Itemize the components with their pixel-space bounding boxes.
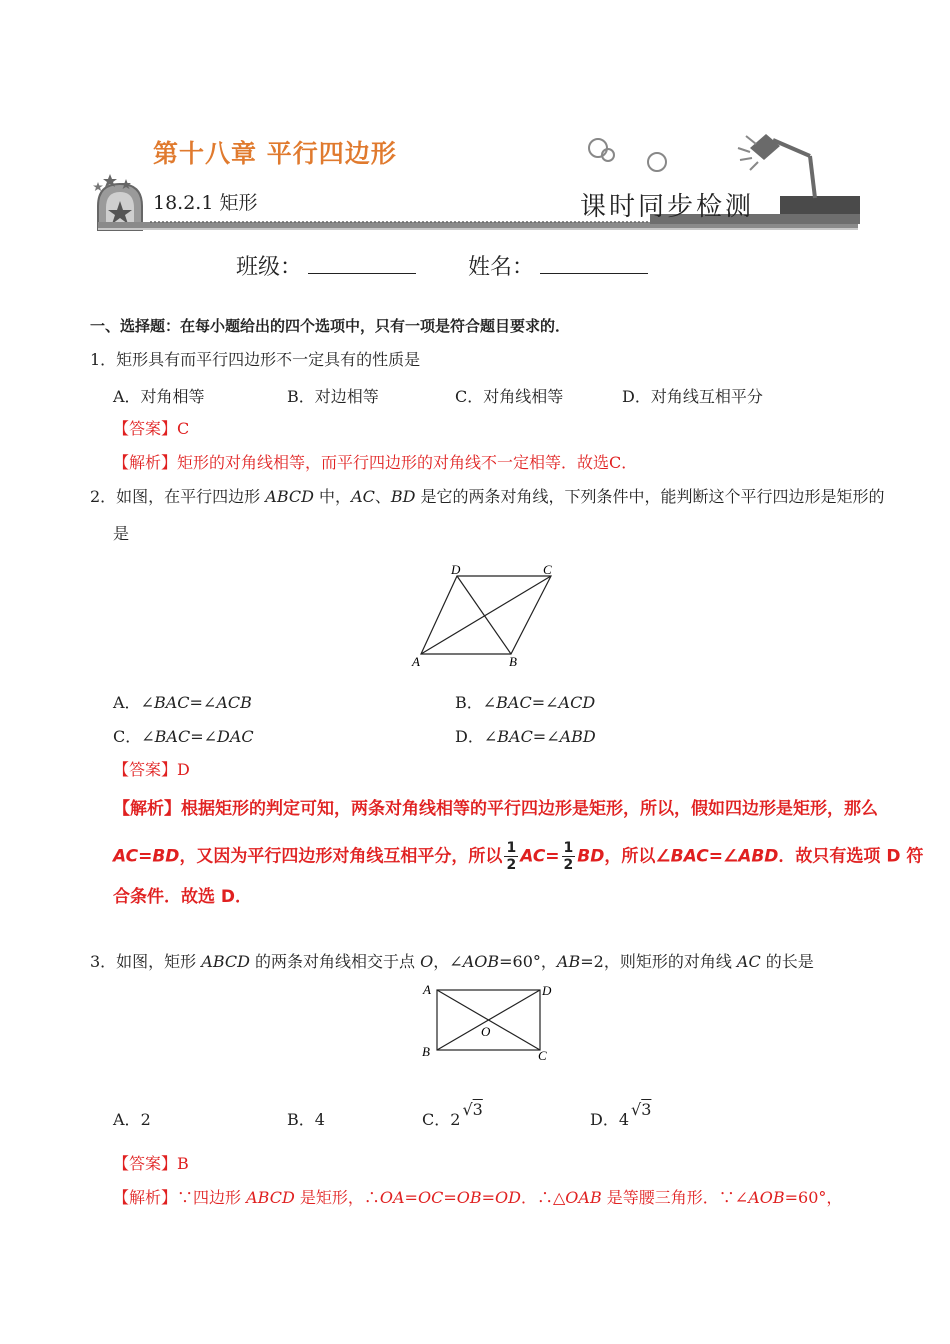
analysis-text: =∠: [708, 846, 739, 867]
q3-stem-text: 3．如图，矩形: [90, 952, 202, 971]
q2-option-b: [455, 690, 595, 713]
label-c: C: [538, 1048, 547, 1063]
q2-answer: 【答案】D: [113, 760, 190, 779]
option-expr: 4: [314, 1110, 325, 1129]
fraction-denominator: 2: [506, 857, 517, 873]
q2-stem-bd: BD: [390, 487, 416, 506]
name-label: 姓名：: [468, 255, 535, 280]
option-letter: A．: [113, 1110, 141, 1129]
q3-stem-text: ，∠: [433, 952, 463, 971]
analysis-text: ，又因为平行四边形对角线互相平分，所以: [179, 846, 503, 867]
fraction-numerator: 1: [563, 840, 574, 856]
q3-option-d: [590, 1100, 652, 1130]
option-expr: 2: [450, 1110, 461, 1129]
option-letter: D．: [590, 1110, 619, 1129]
q2-stem-ac: AC: [351, 487, 375, 506]
q3-stem-ac: AC: [736, 952, 761, 971]
fraction-numerator: 1: [506, 840, 517, 856]
q2-parallelogram-figure: [405, 562, 565, 672]
analysis-expr: OAB: [565, 1188, 602, 1207]
section-title: 18.2.1 矩形: [153, 192, 258, 214]
q3-stem-text: 的长是: [760, 952, 814, 971]
star-badge-icon: [93, 174, 142, 230]
class-blank[interactable]: [308, 253, 416, 274]
sqrt-three: √3: [631, 1100, 652, 1119]
analysis-expr: BD: [577, 846, 605, 867]
name-field: [468, 250, 648, 281]
option-expr: ∠BAC=∠ABD: [483, 727, 596, 746]
q3-stem: [90, 951, 814, 973]
analysis-text: 【解析】∵四边形: [113, 1188, 247, 1207]
option-expr: 2: [140, 1110, 151, 1129]
fraction-half: [504, 840, 518, 873]
q3-stem-text: =60°，: [499, 952, 557, 971]
option-letter: C．: [113, 727, 142, 746]
analysis-expr: OA=OC=OB=OD: [379, 1188, 521, 1207]
option-letter: B．: [287, 1110, 315, 1129]
label-d: D: [451, 562, 461, 577]
q3-answer: 【答案】B: [113, 1154, 189, 1173]
q1-option-a: A．对角相等: [113, 387, 205, 406]
option-letter: B．: [455, 693, 483, 712]
q1-analysis: 【解析】矩形的对角线相等，而平行四边形的对角线不一定相等．故选C．: [113, 453, 638, 472]
q2-option-d: [455, 724, 596, 747]
q3-stem-ab: AB: [556, 952, 581, 971]
q3-stem-text: 的两条对角线相交于点: [249, 952, 421, 971]
fraction-half: [562, 840, 576, 873]
class-label: 班级：: [236, 255, 303, 280]
option-letter: A．: [113, 693, 141, 712]
q3-rectangle-figure: [415, 978, 565, 1064]
analysis-text: ，所以∠: [604, 846, 671, 867]
label-a: A: [412, 654, 420, 669]
analysis-expr: AOB: [748, 1188, 785, 1207]
option-expr: ∠BAC=∠ACB: [140, 693, 252, 712]
fraction-denominator: 2: [563, 857, 574, 873]
q3-option-a: [113, 1107, 151, 1130]
analysis-text: 是矩形，∴: [294, 1188, 380, 1207]
q2-analysis-line3: 合条件．故选 D．: [113, 887, 253, 907]
q2-stem: [90, 486, 885, 508]
banner-text: 课时同步检测: [580, 192, 755, 222]
radicand: 3: [472, 1100, 483, 1119]
option-letter: D．: [455, 727, 484, 746]
option-expr: ∠BAC=∠DAC: [141, 727, 254, 746]
option-expr: 4: [618, 1110, 630, 1129]
class-field: [236, 250, 416, 281]
q1-option-c: C．对角线相等: [455, 387, 564, 406]
label-d: D: [542, 983, 552, 998]
chapter-title: 第十八章 平行四边形: [153, 139, 397, 168]
analysis-expr: ABD: [738, 846, 779, 867]
q3-stem-o: O: [420, 952, 434, 971]
label-a: A: [423, 982, 431, 997]
sqrt-three: √3: [462, 1100, 483, 1119]
q3-option-c: [422, 1100, 483, 1130]
analysis-text: ．故只有选项 D 符: [778, 846, 924, 867]
q2-stem-text: 中，: [313, 487, 352, 506]
label-b: B: [509, 654, 517, 669]
q1-stem: 1．矩形具有而平行四边形不一定具有的性质是: [90, 350, 421, 369]
name-blank[interactable]: [540, 253, 648, 274]
analysis-expr: AC=: [520, 846, 560, 867]
q2-stem-text: 2．如图，在平行四边形: [90, 487, 266, 506]
analysis-text: =60°，: [784, 1188, 843, 1207]
label-c: C: [543, 562, 552, 577]
analysis-expr: ABCD: [246, 1188, 295, 1207]
analysis-text: 是等腰三角形．∵∠: [601, 1188, 749, 1207]
q3-stem-text: =2，则矩形的对角线: [580, 952, 737, 971]
q2-stem-text: 是它的两条对角线，下列条件中，能判断这个平行四边形是矩形的: [415, 487, 885, 506]
label-b: B: [422, 1044, 430, 1059]
q3-stem-abcd: ABCD: [201, 952, 250, 971]
q3-option-b: [287, 1107, 325, 1130]
section-heading: 一、选择题：在每小题给出的四个选项中，只有一项是符合题目要求的．: [90, 317, 571, 335]
q1-option-b: B．对边相等: [287, 387, 379, 406]
analysis-expr: BAC: [670, 846, 709, 867]
q2-stem-text: 、: [374, 487, 391, 506]
option-expr: ∠BAC=∠ACD: [482, 693, 596, 712]
label-o: O: [481, 1024, 491, 1039]
q2-option-a: [113, 690, 252, 713]
q1-option-d: D．对角线互相平分: [622, 387, 763, 406]
analysis-expr: AC=BD: [113, 846, 180, 867]
q2-analysis-line2: [113, 840, 923, 873]
option-letter: C．: [422, 1110, 451, 1129]
q3-stem-aob: AOB: [462, 952, 500, 971]
q2-analysis-line1: 【解析】根据矩形的判定可知，两条对角线相等的平行四边形是矩形，所以，假如四边形是矩形，那么: [113, 799, 878, 819]
q3-analysis: [113, 1187, 842, 1209]
q2-stem-continuation: 是: [113, 524, 130, 543]
diagonal-bd: [457, 576, 511, 654]
analysis-text: ．∴△: [520, 1188, 566, 1207]
radicand: 3: [641, 1100, 652, 1119]
q1-answer: 【答案】C: [113, 419, 190, 438]
q2-stem-abcd: ABCD: [265, 487, 314, 506]
bubbles-icon: [589, 139, 666, 171]
q2-option-c: [113, 724, 254, 747]
